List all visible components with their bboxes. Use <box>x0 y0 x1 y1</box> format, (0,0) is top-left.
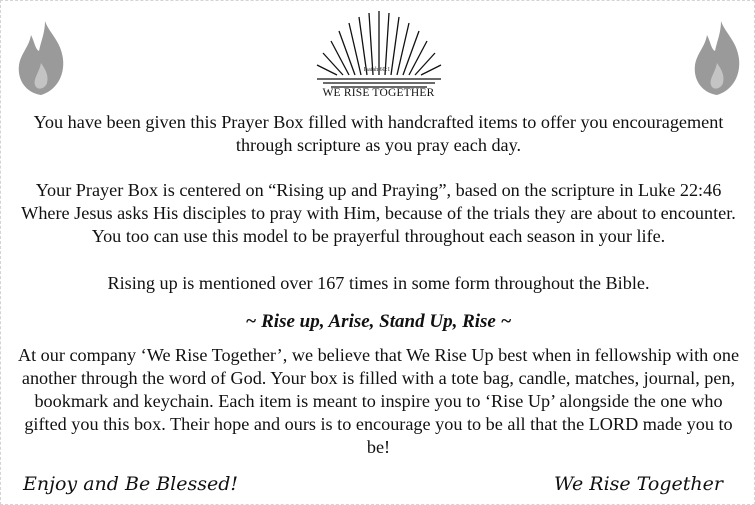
flame-icon <box>691 19 743 97</box>
company-paragraph: At our company ‘We Rise Together’, we believe that We Rise Up best when in fellowship with one another through the word of God. Your box is filled with a tote bag, candle, matches, journal, pen, bookmark and keychain. Each item is meant to inspire you to ‘Rise Up’ alongside the one who gifted you this box. Their hope and ours is to encourage you to be all that the LORD made you to be! <box>17 345 740 457</box>
sunburst-icon <box>309 9 449 93</box>
logo-verse: Isaiah 60:1 <box>363 67 391 73</box>
blessing-signature: Enjoy and Be Blessed! <box>23 473 239 495</box>
logo-title: WE RISE TOGETHER <box>322 87 435 99</box>
count-paragraph: Rising up is mentioned over 167 times in some form throughout the Bible. <box>107 273 650 293</box>
motto: ~ Rise up, Arise, Stand Up, Rise ~ <box>245 311 512 332</box>
flame-icon <box>15 19 67 97</box>
company-signature: We Rise Together <box>554 473 723 495</box>
intro-paragraph: You have been given this Prayer Box filled with handcrafted items to offer you encouragement through scripture as you pray each day. <box>33 112 724 155</box>
scripture-paragraph: Your Prayer Box is centered on “Rising up and Praying”, based on the scripture in Luke 22:46 Where Jesus asks His disciples to pray with Him, because of the trials they are about to encounter. You too can use this model to be prayerful throughout each season in your life. <box>21 180 736 246</box>
